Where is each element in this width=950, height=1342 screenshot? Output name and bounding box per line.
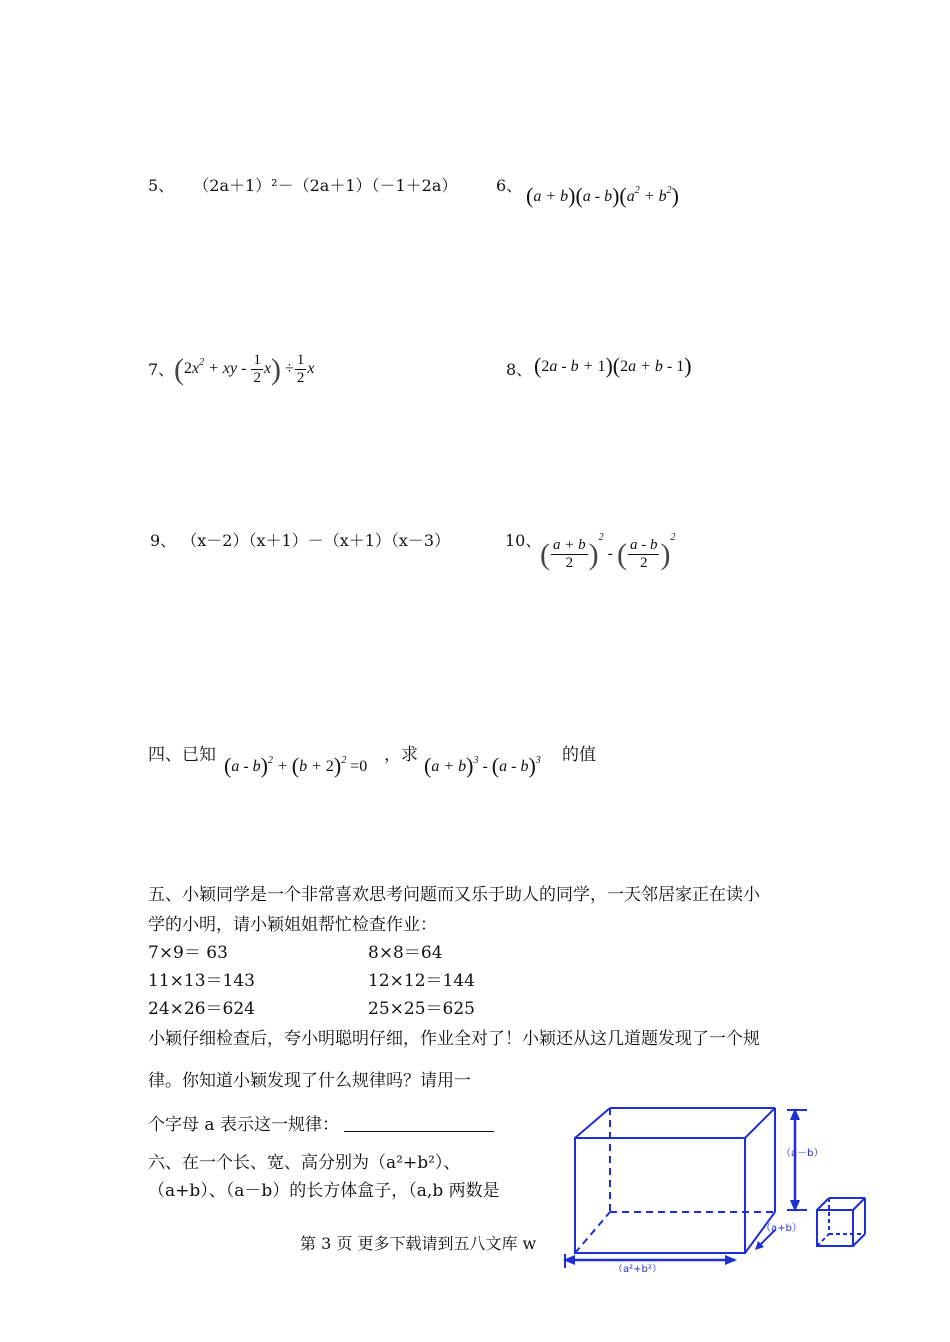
section-5-line-6: 小颖仔细检查后，夸小明聪明仔细，作业全对了！小颖还从这几道题发现了一个规 [148, 1029, 760, 1049]
problem-10 [505, 531, 541, 551]
box-edge-top-right [745, 1108, 775, 1138]
problem-5-expression: （2a＋1）²－（2a＋1）（－1＋2a） [193, 176, 458, 195]
height-label: （a－b） [781, 1148, 824, 1159]
problem-8 [506, 360, 532, 380]
problem-6-expression: $(a + b)(a - b)(a^2 + b^2)$ [526, 183, 679, 208]
width-label: （a+b） [761, 1223, 802, 1234]
section-6-line-2: （a+b）、（a－b）的长方体盒子，（a,b 两数是 [148, 1181, 500, 1201]
section-5-line-2: 学的小明，请小颖姐姐帮忙检查作业： [148, 915, 437, 935]
check-row-3-right: 25×25＝625 [368, 999, 475, 1019]
section-4-suffix: 的值 [562, 745, 596, 765]
section-5-line-8-text: 个字母 a 表示这一规律： [148, 1115, 339, 1135]
problem-9-label: 9、 [150, 531, 177, 550]
section-5-line-8 [148, 1114, 494, 1136]
problem-10-expression: ( $\frac{a + b}{2}$ )$^2$ - ( $\frac{a - b}{2}$ )$^2$ [540, 532, 676, 571]
answer-blank[interactable] [344, 1115, 494, 1132]
section-6-line-1: 六、在一个长、宽、高分别为（a²+b²）、 [148, 1153, 461, 1173]
problem-8-expression: (2a - b + 1)(2a + b - 1) [534, 353, 692, 378]
check-row-1-left: 7×9＝ 63 [148, 943, 228, 963]
problem-8-label: 8、 [506, 360, 533, 379]
problem-7 [148, 360, 174, 380]
section-5-line-1: 五、小颖同学是一个非常喜欢思考问题而又乐于助人的同学，一天邻居家正在读小 [148, 885, 760, 905]
check-row-2-left: 11×13＝143 [148, 971, 255, 991]
section-4-prefix: 四、已知 [148, 745, 216, 765]
box-front-face [575, 1138, 745, 1253]
section-4-target: $(a + b)^3 - (a - b)^3$ [424, 753, 541, 778]
problem-9-expression: （x－2）（x＋1）－（x＋1）（x－3） [181, 531, 451, 550]
check-row-2-right: 12×12＝144 [368, 971, 475, 991]
section-5-line-7: 律。你知道小颖发现了什么规律吗？请用一 [148, 1071, 471, 1091]
problem-7-expression: ($2x^2$ + xy - $\frac{1}{2}$ x) ÷ $\frac{1}{2}$ x [174, 351, 315, 386]
problem-6-label: 6、 [496, 176, 523, 195]
problem-5-label: 5、 [148, 176, 175, 195]
check-row-1-right: 8×8＝64 [368, 943, 443, 963]
problem-7-label: 7、 [148, 360, 175, 379]
small-cube [817, 1198, 865, 1246]
problem-9 [150, 531, 450, 551]
problem-5 [148, 176, 457, 196]
check-row-3-left: 24×26＝624 [148, 999, 255, 1019]
problem-6 [496, 176, 522, 196]
section-4-mid: ，求 [384, 745, 418, 765]
page-footer: 第 3 页 更多下载请到五八文库 w [300, 1234, 537, 1253]
length-label: （a²+b²） [613, 1264, 662, 1272]
cuboid-figure [555, 1100, 895, 1272]
problem-10-label: 10、 [505, 531, 542, 550]
box-edge-top-left [575, 1108, 610, 1138]
section-4-condition: $(a - b)^2 + (b + 2)^2 =0$ [224, 753, 368, 778]
